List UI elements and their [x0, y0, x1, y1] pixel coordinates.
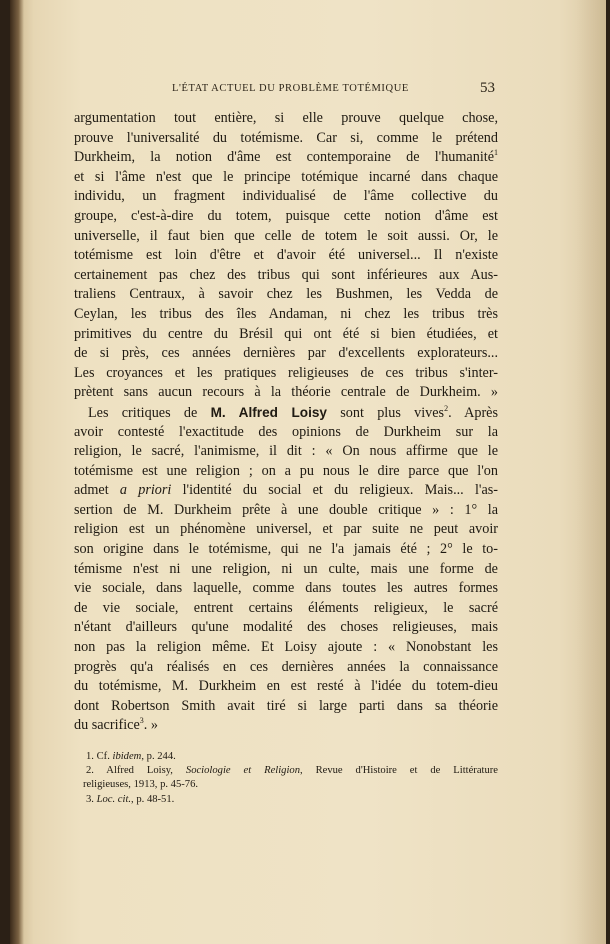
footnote-1: 1. Cf. ibidem, p. 244. — [86, 751, 176, 762]
paragraph-start-line: Les critiques de M. Alfred Loisy sont plus vives$^2$. Après — [88, 403, 499, 421]
body-text — [74, 109, 498, 736]
text-line: n'étant d'ailleurs qu'une modalité des choses religieuses, mais — [74, 619, 498, 636]
text-line: certainement pas chez des tribus qui sont inférieures aux Aus- — [74, 266, 498, 283]
footnote-ref: 1 — [494, 148, 498, 158]
text-line: prètent sans aucun recours à la théorie centrale de Durkheim. » — [74, 384, 498, 401]
text-line: groupe, c'est-à-dire du totem, puisque cette notion d'âme est — [74, 207, 498, 224]
text-line: traliens Centraux, à savoir chez les Bushmen, les Vedda de — [74, 286, 498, 303]
text-line: totémisme est loin d'être et d'avoir été universel... Il n'existe — [74, 247, 498, 264]
book-spine-shadow — [10, 0, 24, 944]
text-line: non pas la religion même. Et Loisy ajoute : « Nonobstant les — [74, 639, 498, 656]
text-line: progrès qu'a réalisés en ces dernières années la connaissance — [74, 658, 498, 675]
text-line: avoir contesté l'exactitude des opinions de Durkheim sur la — [74, 423, 498, 440]
text-line: Ceylan, les tribus des îles Andaman, ni chez les tribus très — [74, 305, 498, 322]
footnotes — [83, 750, 498, 807]
text-line: religion est un phénomène universel, et par suite ne peut avoir — [74, 521, 498, 538]
text-line: religion, le sacré, l'animisme, il dit : « On nous affirme que le — [74, 443, 498, 460]
text-line: argumentation tout entière, si elle prouve quelque chose, — [74, 110, 498, 126]
footnote-ref: 2 — [444, 403, 449, 413]
page-number: 53 — [480, 80, 495, 96]
page-edge-shading — [576, 0, 606, 944]
text-line: son origine dans le totémisme, qui ne l'a jamais été ; 2° le to- — [74, 541, 498, 558]
italic-phrase: a priori — [119, 482, 172, 499]
text-line: de vie sociale, entrent certains éléments religieux, le sacré — [74, 599, 498, 616]
text-line: dont Robertson Smith avait tiré si large parti dans sa théorie — [74, 697, 498, 714]
text-line: totémisme est une religion ; on a pu nous le dire parce que l'on — [74, 462, 498, 479]
running-head: L'ÉTAT ACTUEL DU PROBLÈME TOTÉMIQUE — [172, 83, 409, 94]
footnote-2-continuation: religieuses, 1913, p. 45-76. — [83, 779, 199, 791]
text-line: du totémisme, M. Durkheim en est resté à l'idée du totem-dieu — [74, 678, 498, 695]
text-line: témisme n'est ni une religion, ni un culte, mais une forme de — [74, 560, 498, 577]
text-line: admet a priori l'identité du social et du religieux. Mais... l'as- — [74, 482, 498, 499]
text-line: vie sociale, dans laquelle, comme dans toutes les autres formes — [74, 580, 498, 597]
footnote-ref: 3 — [139, 716, 144, 726]
text-line: primitives du centre du Brésil qui ont été si bien étudiées, et — [74, 325, 498, 342]
text-line: universelle, il faut bien que celle de totem le soit aussi. Or, le — [74, 227, 498, 244]
book-page — [10, 0, 606, 944]
text-line: du sacrifice$^3$. » — [74, 716, 158, 734]
text-line: Les croyances et les pratiques religieuses de ces tribus s'inter- — [74, 364, 498, 381]
text-line: Durkheim, la notion d'âme est contemporaine de l'humanité$^1$ — [74, 148, 498, 166]
text-line: de si près, ces années dernières par d'excellents explorateurs... — [74, 345, 498, 362]
footnote-3: 3. Loc. cit., p. 48-51. — [86, 793, 175, 805]
text-line: sertion de M. Durkheim prête à une double critique » : 1° la — [74, 501, 498, 518]
author-name: M. Alfred Loisy — [210, 404, 327, 420]
text-line: prouve l'universalité du totémisme. Car si, comme le prétend — [74, 129, 498, 146]
text-line: individu, un fragment individualisé de l'âme collective du — [74, 188, 498, 205]
footnote-2: 2. Alfred Loisy, Sociologie et Religion, Revue d'Histoire et de Littérature — [86, 765, 498, 777]
page-header — [10, 80, 606, 100]
text-line: et si l'âme n'est que le principe totémique incarné dans chaque — [74, 168, 498, 185]
